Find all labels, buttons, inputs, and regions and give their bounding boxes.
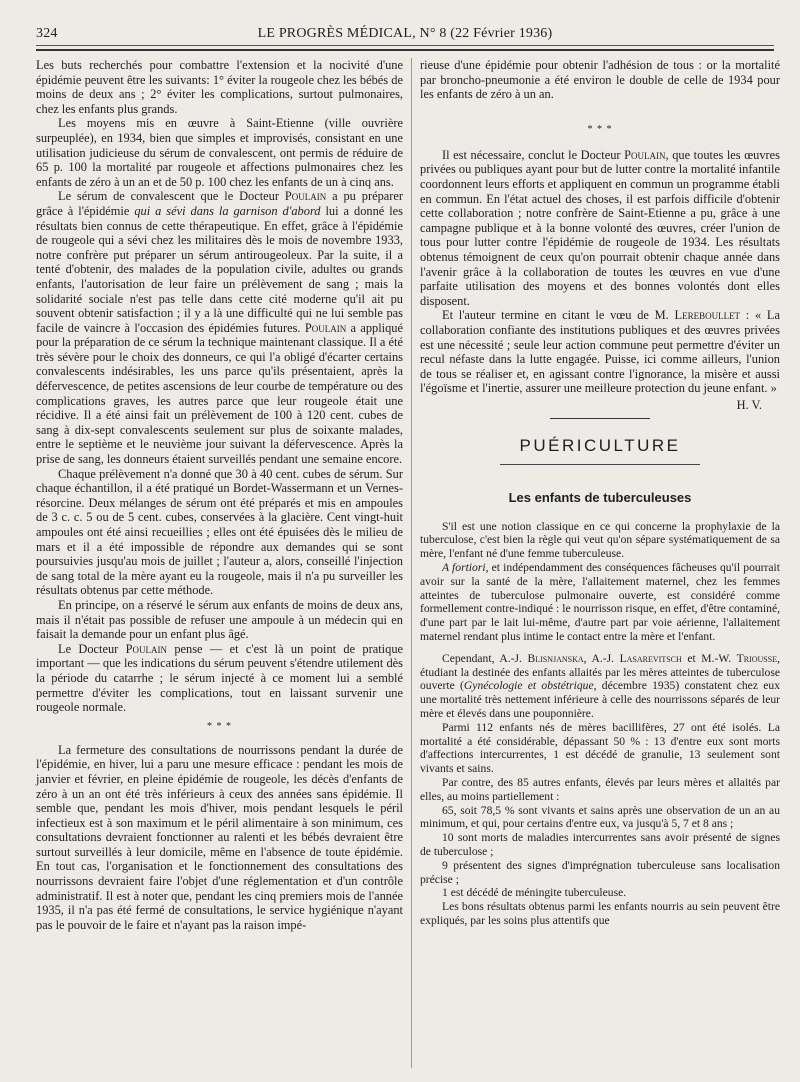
paragraph: Les moyens mis en œuvre à Saint-Etienne (ville ouvrière surpeuplée), en 1934, bien que simples et improvisés, consistant en une utilisation judicieuse du sérum de convalescent, ont permis de réduire de 65 p. 100 la mortalité par rougeole et affections pulmonaires chez les enfants de zéro à un an et de 50 p. 100 chez les enfants de un à cinq ans. xyxy=(36,116,403,189)
author-name: Poulain xyxy=(304,320,347,335)
text-run: Le Docteur xyxy=(58,641,126,656)
article-body xyxy=(420,520,780,928)
paragraph: 9 présentent des signes d'imprégnation tuberculeuse sans localisation précise ; xyxy=(420,858,780,886)
ornament-rule xyxy=(550,418,650,419)
text-run: , décembre 1935) constatent chez eux une mortalité très nettement inférieure à celle des nourrissons séparés de leur mère et élevés dans une pouponnière. xyxy=(420,679,780,721)
author-name: Lasarevitsch xyxy=(619,651,682,665)
text-run: Le sérum de convalescent que le Docteur xyxy=(58,189,285,204)
journal-title: LE PROGRÈS MÉDICAL, N° 8 (22 Février 1936) xyxy=(257,26,553,41)
text-run: , A.-J. xyxy=(583,651,620,665)
paragraph xyxy=(36,642,403,715)
author-name: Poulain xyxy=(624,147,666,162)
paragraph: 1 est décédé de méningite tuberculeuse. xyxy=(442,886,627,900)
paragraph: 10 sont morts de maladies intercurrentes sans avoir présenté de signes de tuberculose ; xyxy=(420,831,780,858)
right-column xyxy=(420,58,780,928)
text-run: : « La collaboration confiante des institutions publiques et des œuvres privées est une nécessité ; seule leur action commune peut permettre d'éviter un recul néfaste dans la lutte engagée. Puisse, ici comme ailleurs, l'union de tous se réaliser et, en agissant contre l'ignorance, la misère et aussi l'égoïsme et l'inertie, assurer une meilleure protection du jeune enfant. » xyxy=(420,308,780,396)
section-break-stars: * * * xyxy=(207,720,232,732)
text-run: et M.-W. xyxy=(681,651,737,665)
text-run: Et l'auteur termine en citant le vœu de M. xyxy=(442,308,675,323)
paragraph: Chaque prélèvement n'a donné que 30 à 40 cent. cubes de sérum. Sur chaque échantillon, il a été pratiqué un Bordet-Wassermann et un Vernes-résorcine. Deux mélanges de sérum ont été préparés et mis en ampoules de 3 c. c. 5 ou de 5 cent. cubes, conservées à la glacière. Cent vingt-huit ampoules ont été ainsi recueillies ; elles ont été épuisées dès le milieu de mars et il a été impossible de répondre aux demandes qui se sont poursuivies jusqu'au mois de juillet ; l'auteur a, alors, conseillé l'injection de sang total de la mère ayant eu la rougeole, mais il n'a pu surveiller les résultats obtenus par cette méthode. xyxy=(36,466,403,598)
paragraph xyxy=(420,148,780,309)
text-run: Cependant, A.-J. xyxy=(442,651,528,665)
running-header xyxy=(36,20,774,44)
paragraph: S'il est une notion classique en ce qui concerne la prophylaxie de la tuberculose, c'est bien la règle qui veut qu'on sépare systématiquement de sa mère, l'enfant né d'une femme tuberculeuse. xyxy=(420,519,780,561)
paragraph xyxy=(36,189,403,466)
paragraph: Les bons résultats obtenus parmi les enfants nourris au sein peuvent être expliqués, par les soins plus attentifs que xyxy=(420,900,780,927)
section-heading: PUÉRICULTURE xyxy=(519,436,681,456)
left-column xyxy=(36,58,403,932)
paragraph: 65, soit 78,5 % sont vivants et sains après une observation de un an au minimum, et qui, pour certains d'entre eux, va jusqu'à 5, 7 et 8 ans ; xyxy=(420,803,780,831)
column-divider xyxy=(411,58,412,1068)
spacer xyxy=(420,644,780,652)
header-rule-thick xyxy=(36,49,774,51)
text-run: , étudiant la destinée des enfants allaités par les mères atteintes de tuberculose ouverte ( xyxy=(420,651,780,693)
section-rule xyxy=(500,464,700,465)
paragraph: Parmi 112 enfants nés de mères bacillifères, 27 ont été isolés. La mortalité a été considérable, dépassant 50 % : 13 d'entre eux sont morts d'affections intercurrentes, 1 est décédé de granulie, 13 seulement sont vivants et sains. xyxy=(420,720,780,776)
paragraph: En principe, on a réservé le sérum aux enfants de moins de deux ans, mais il n'était pas possible de refuser une ampoule à un médecin qui en faisait la demande pour un enfant plus âgé. xyxy=(36,597,403,642)
paragraph xyxy=(420,652,780,721)
page-number: 324 xyxy=(36,26,58,41)
text-run: lui a donné les résultats bien connus de cette thérapeutique. En effet, grâce à l'épidémie de rougeole qui a sévi chez les militaires dès le mois de novembre 1933, notre confrère put préparer un sérum antirougeoleux. Par la suite, il a tenté d'obtenir, des malades de la population civile, adultes ou grands enfants, l'autorisation de leur faire un prélèvement de sang ; mais la solidarité sociale n'est pas telle dans cette cité moderne qu'il ait pu souvent obtenir satisfaction ; il y a là une difficulté qui ne lui semble pas facile de vaincre à l'occasion des épidémies futures. xyxy=(36,203,404,335)
text-run: pense — et c'est là un point de pratique important — que les indications du sérum peuvent s'étendre utilement dès la période du catarrhe ; le sérum injecté à ce moment lui a semblé permettre d'éviter les complications, tout en laissant survenir une rougeole normale. xyxy=(36,641,404,715)
paragraph: Les buts recherchés pour combattre l'extension et la nocivité d'une épidémie peuvent être les suivants: 1° éviter la rougeole chez les bébés de moins de deux ans ; 2° éviter les complications, surtout pulmonaires, chez les enfants plus grands. xyxy=(36,58,403,116)
italic-text: A fortiori xyxy=(442,561,486,575)
author-name: Poulain xyxy=(284,189,327,204)
author-name: Triousse xyxy=(736,651,778,665)
text-run: Il est nécessaire, conclut le Docteur xyxy=(442,147,625,162)
text-run: a pu préparer grâce à l'épidémie xyxy=(36,189,404,218)
italic-text: qui a sévi dans la garnison d'abord xyxy=(134,203,321,218)
paragraph xyxy=(420,561,780,644)
article-signature: H. V. xyxy=(736,397,762,412)
author-name: Poulain xyxy=(125,641,168,656)
author-name: Lereboullet xyxy=(674,308,741,323)
text-run: , que toutes les œuvres privées ou publiques ayant pour but de lutter contre la mortalité infantile coordonnent leurs efforts et appliquent en commun un programme établi en commun. En l'état actuel des choses, il est parfois difficile d'obtenir cette collaboration ; notre confrère de Saint-Etienne a pu, grâce à une campagne publique et à la bonne volonté des œuvres, créer l'union de tous pour lutter contre l'épidémie de rougeole de 1934. Les résultats obtenus témoignent de ceux qu'on pourrait obtenir chaque année dans l'avenir grâce à la collaboration de toutes les œuvres en vue d'une parfaite utilisation des moyens et des bonnes volontés dont elles disposent. xyxy=(420,147,780,308)
article-title: Les enfants de tuberculeuses xyxy=(508,490,692,506)
paragraph: rieuse d'une épidémie pour obtenir l'adhésion de tous : or la mortalité par broncho-pneumonie a été environ le double de celle de 1934 pour les enfants de zéro à un an. xyxy=(420,58,780,102)
paragraph: Par contre, des 85 autres enfants, élevés par leurs mères et allaités par elles, au moins partiellement : xyxy=(420,776,780,803)
italic-text: Gynécologie et obstétrique xyxy=(463,679,594,693)
paragraph: La fermeture des consultations de nourrissons pendant la durée de l'épidémie, en hiver, lui a paru une mesure efficace : pendant les mois de janvier et février, en pleine épidémie de rougeole, les décès d'enfants de zéro à un an ont été très inférieurs à ceux des années sans épidémie. Il semble que, pendant les mois d'hiver, mois pendant lesquels le péril infectieux est à son maximum et le péril alimentaire à son minimum, ces consultations devraient fonctionner au ralenti et les bébés devraient être surtout surveillés à leur domicile, même en l'absence de toute épidémie. En tout cas, l'organisation et le fonctionnement des consultations des nourrissons devraient faire l'objet d'une réglementation et d'un contrôle administratif. Il est à noter que, pendant les cinq premiers mois de l'année 1935, il n'a pas été fermé de consultations, le service hygiénique n'ayant pas le pouvoir de le faire et n'ayant pas la raison impé- xyxy=(36,742,403,932)
author-name: Blisnjanska xyxy=(527,651,584,665)
section-break-stars: * * * xyxy=(587,123,613,135)
text-run: , et indépendamment des conséquences fâcheuses qu'il pourrait avoir sur la santé de la mère, l'allaitement maternel, chez les femmes atteintes de tuberculose pulmonaire ouverte, est considéré comme formellement contre-indiqué : le nourrisson risque, en effet, d'être contaminé, d'une part par le lait lui-même, d'autre part par voie aérienne, l'allaitement maternel rendant plus intime le contact entre la mère et l'enfant. xyxy=(420,561,780,644)
text-run: a appliqué pour la préparation de ce sérum la technique maintenant classique. Il a été très sévère pour le choix des donneurs, ce qui l'a obligé d'écarter certains convalescents indésirables, les uns parce qu'ils présentaient, après la défervescence, de petites ascensions de leur courbe de température ou des complications graves, les autres parce que leur rougeole était une récidive. Il a été ainsi fait un prélèvement de 100 à 120 cent. cubes de sang à dix-sept convalescents seulement sur plus de soixante malades, entre le septième et le neuvième jour suivant la défervescence. Après la prise de sang, les donneurs étaient surveillés pendant une semaine encore. xyxy=(36,320,403,467)
header-rule xyxy=(36,45,774,46)
paragraph xyxy=(420,308,780,396)
